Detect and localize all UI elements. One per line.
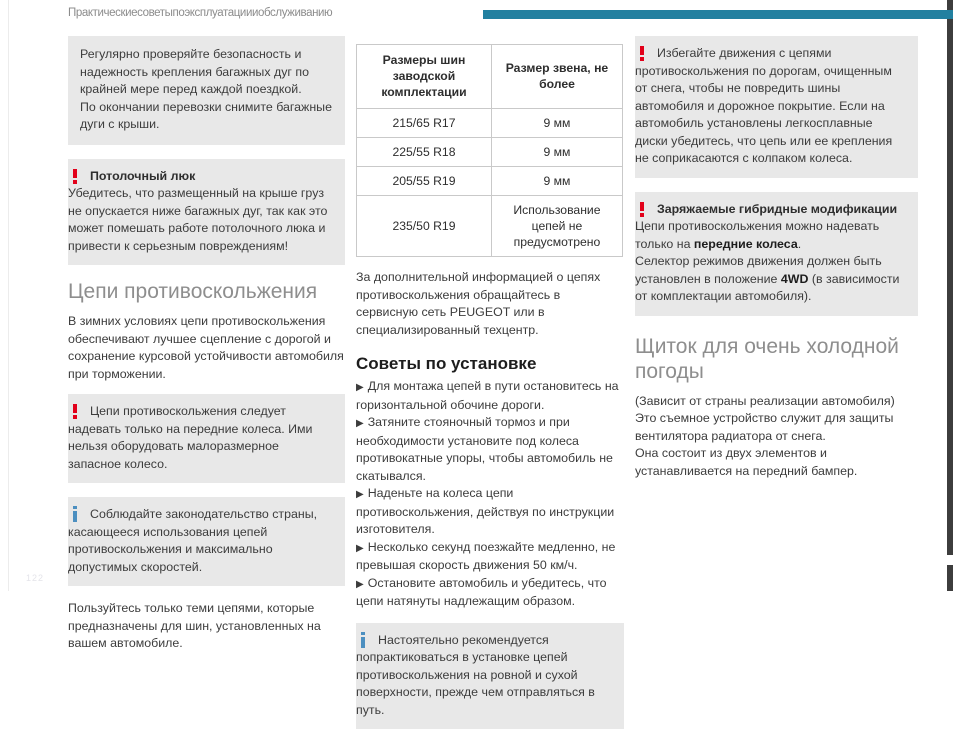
legislation-info-box [68,497,345,586]
bullet-triangle-icon: ▶ [356,418,364,429]
list-item-label: Несколько секунд поезжайте медленно, не превышая скорость движения 50 км/ч. [356,539,616,572]
roof-hatch-warning-text [68,169,327,253]
table-cell-tyre-size: 235/50 R19 [357,196,492,257]
cleared-roads-warning-box [635,36,918,178]
hybrid-models-part2: . [797,236,802,251]
table-cell-tyre-size: 205/55 R19 [357,167,492,196]
bullet-triangle-icon: ▶ [356,542,364,554]
header-breadcrumb-title: Практическиесоветыпоэксплуатациииобслуживанию [68,7,333,19]
list-item-label: Для монтажа цепей в пути остановитесь на горизонтальной обочине дороги. [356,379,619,412]
table-row [357,109,623,138]
front-wheels-warning-text: Цепи противоскольжения следует надевать только на передние колеса. Ими нельзя оборудовать малоразмерное запасное колесо. [68,404,313,471]
chains-compatibility-text: Пользуйтесь только теми цепями, которые предназначены для шин, установленных на вашем автомобиле. [68,601,321,650]
hybrid-models-part1: Цепи противоскольжения можно надевать только на [635,219,880,251]
page-edge-notch [947,555,953,565]
table-row [357,196,623,257]
hybrid-models-warning-box [635,192,918,316]
table-cell-tyre-size: 215/65 R17 [357,109,492,138]
hybrid-models-warning-text [635,202,899,304]
snow-chains-intro-text: В зимних условиях цепи противоскольжения обеспечивают лучшее сцепление с дорогой и сохранение курсовой устойчивости автомобиля при торможении. [68,314,344,381]
list-item [356,575,624,611]
service-network-text: За дополнительной информацией о цепях противоскольжения обращайтесь в сервисную сеть PEUGEOT или в специализированный техцентр. [356,270,601,337]
hybrid-models-warning-title: Заряжаемые гибридные модификации [657,201,898,216]
page-left-edge [0,0,9,591]
table-cell-link-size: 9 мм [491,138,622,167]
warning-exclamation-icon [68,403,88,420]
page-number: 122 [26,573,45,583]
list-item-label: Наденьте на колеса цепи противоскольжения, действуя по инструкции изготовителя. [356,486,615,536]
warning-exclamation-icon [68,168,88,185]
installation-tips-heading: Советы по установке [356,354,537,373]
table-cell-link-size: Использование цепей не предусмотрено [491,196,622,257]
page-right-edge [947,0,953,591]
warning-exclamation-icon [635,45,655,62]
installation-steps-list [356,378,624,611]
front-wheels-warning-box [68,394,345,483]
roof-hatch-warning-body: Убедитесь, что размещенный на крыше груз не опускается ниже багажных дуг, так как это может помешать работе потолочного люка и привести к серьезным повреждениям! [68,186,328,253]
bullet-triangle-icon: ▶ [356,382,364,393]
roof-bars-intro-line2: По окончании перевозки снимите багажные дуги с крыши. [80,99,332,131]
table-cell-link-size: 9 мм [491,109,622,138]
hybrid-models-part3: Селектор режимов движения должен быть установлен в положение [635,254,882,286]
snow-chains-section-title: Цепи противоскольжения [68,280,318,303]
list-item-label: Остановите автомобиль и убедитесь, что цепи натянуты надлежащим образом. [356,575,607,608]
list-item [356,378,624,414]
table-header-link-size: Размер звена, не более [491,45,622,109]
info-icon [68,506,88,523]
list-item [356,485,624,539]
hybrid-models-bold-front-wheels: передние колеса [693,236,798,251]
list-item [356,414,624,485]
roof-bars-intro-box [68,36,345,145]
right-column [635,36,918,480]
practice-info-text: Настоятельно рекомендуется попрактиковаться в установке цепей противоскольжения на ровной и сухой поверхности, прежде чем отправляться в путь. [356,632,595,717]
table-cell-link-size: 9 мм [491,167,622,196]
roof-hatch-warning-title: Потолочный люк [90,168,196,183]
cold-weather-description-text: Это съемное устройство служит для защиты вентилятора радиатора от снега. [635,411,894,443]
table-header-tyre-size: Размеры шин заводской комплектации [357,45,492,109]
bullet-triangle-icon: ▶ [356,489,364,500]
hybrid-models-part4: (в зависимости от комплектации автомобиля). [635,271,900,303]
tyre-chain-spec-table [356,44,623,257]
list-item [356,539,624,575]
cold-weather-shield-section-title: Щиток для очень холодной погоды [635,334,899,383]
page-header [0,0,953,28]
info-icon [356,632,376,649]
practice-info-box [356,623,624,730]
table-cell-tyre-size: 225/55 R18 [357,138,492,167]
roof-bars-intro-line1: Регулярно проверяйте безопасность и надежность крепления багажных дуг по крайней мере перед каждой поездкой. [80,47,309,96]
cold-weather-installation-text: Она состоит из двух элементов и устанавливается на передний бампер. [635,446,858,478]
cleared-roads-warning-text: Избегайте движения с цепями противоскольжения по дорогам, очищенным от снега, чтобы не повредить шины автомобиля и дорожное покрытие. Если на автомобиль установлены легкосплавные диски убедитесь, что цепь или ее крепления не соприкасаются с колпаком колеса. [635,46,893,165]
table-row [357,138,623,167]
cold-weather-availability-text: (Зависит от страны реализации автомобиля) [635,393,895,408]
bullet-triangle-icon: ▶ [356,578,364,590]
left-column [68,36,345,653]
list-item-label: Затяните стояночный тормоз и при необходимости установите под колеса противокатные упоры, чтобы автомобиль не скатывался. [356,415,613,483]
table-header-row [357,45,623,109]
header-accent-bar [483,10,953,19]
hybrid-models-bold-4wd: 4WD [780,271,809,286]
roof-hatch-warning-box [68,159,345,266]
table-row [357,167,623,196]
legislation-info-text: Соблюдайте законодательство страны, касающееся использования цепей противоскольжения и максимально допустимых скоростей. [68,507,318,574]
middle-column [356,36,624,743]
warning-exclamation-icon [635,201,655,218]
